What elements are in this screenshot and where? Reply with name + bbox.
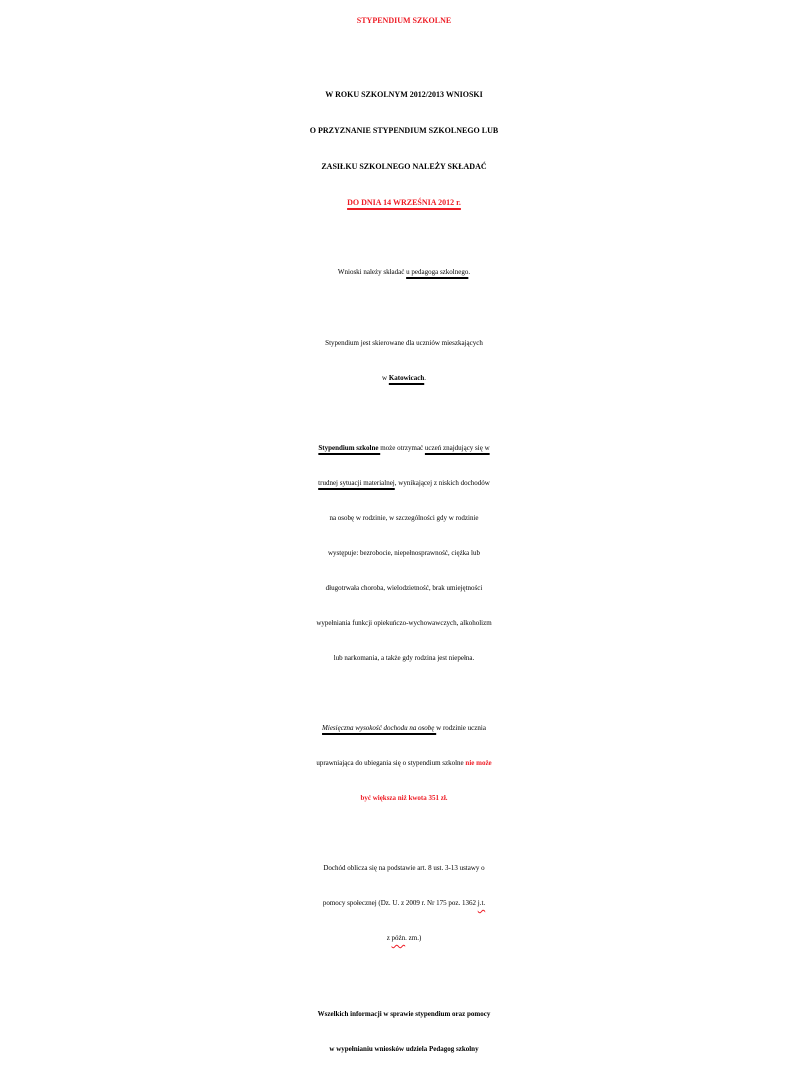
audience-suffix: . — [424, 374, 426, 382]
submission-place-prefix: Wnioski należy składać — [337, 268, 407, 276]
contact-line-2: w wypełnianiu wniosków udziela Pedagog szkolny — [329, 1045, 479, 1053]
eligibility-line-1 — [0, 432, 808, 464]
submission-place — [0, 256, 808, 288]
deadline: DO DNIA 14 WRZEŚNIA 2012 r. — [347, 198, 461, 207]
income-term: Miesięczna wysokość dochodu na osobę — [322, 724, 437, 732]
basis-line-1: Dochód oblicza się na podstawie art. 8 ust. 3-13 ustawy o — [323, 864, 485, 872]
eligibility-line-6: wypełniania funkcji opiekuńczo-wychowawczych, alkoholizm — [316, 619, 492, 627]
basis-line-3 — [0, 922, 808, 954]
audience-line-2 — [0, 362, 808, 394]
income-line-1 — [0, 712, 808, 744]
submission-place-name: u pedagoga szkolnego — [406, 268, 469, 276]
eligibility-situation: trudnej sytuacji materialnej — [318, 479, 395, 487]
income-rest: w rodzinie ucznia — [436, 724, 486, 732]
headline-line-1: W ROKU SZKOLNYM 2012/2013 WNIOSKI — [325, 90, 483, 99]
page-title: STYPENDIUM SZKOLNE — [356, 16, 452, 25]
basis-prefix: z — [386, 934, 392, 942]
audience-line-1: Stypendium jest skierowane dla uczniów mieszkających — [325, 339, 483, 347]
basis-suffix: . zm.) — [405, 934, 422, 942]
eligibility-line-5: długotrwała choroba, wielodzietność, brak umiejętności — [325, 584, 483, 592]
submission-place-suffix: . — [468, 268, 471, 276]
eligibility-line-7: lub narkomania, a także gdy rodzina jest niepełna. — [333, 654, 475, 662]
eligibility-line-3: na osobę w rodzinie, w szczególności gdy w rodzinie — [329, 514, 479, 522]
eligibility-line-4: występuje: bezrobocie, niepełnosprawność, ciężka lub — [327, 549, 480, 557]
income-limit-start: nie może — [465, 759, 492, 767]
basis-text: pomocy społecznej (Dz. U. z 2009 r. Nr 175 poz. 1362 — [322, 899, 478, 907]
basis-line-2 — [0, 887, 808, 919]
audience-city: Katowicach — [388, 374, 425, 382]
income-text: uprawniająca do ubiegania się o stypendium szkolne — [316, 759, 466, 767]
eligibility-rest: , wynikającej z niskich dochodów — [394, 479, 490, 487]
eligibility-mid: może otrzymać — [380, 444, 425, 452]
income-limit: być większa niż kwota 351 zł. — [360, 794, 448, 802]
headline-line-3: ZASIŁKU SZKOLNEGO NALEŻY SKŁADAĆ — [321, 162, 487, 171]
eligibility-term: Stypendium szkolne — [318, 444, 381, 452]
income-line-2 — [0, 747, 808, 779]
basis-abbr-pozn: późn — [391, 934, 406, 942]
audience-prefix: w — [382, 374, 389, 382]
eligibility-student: uczeń znajdujący się w — [424, 444, 490, 452]
eligibility-line-2 — [0, 467, 808, 499]
contact-line-1: Wszelkich informacji w sprawie stypendium oraz pomocy — [317, 1010, 491, 1018]
headline-line-2: O PRZYZNANIE STYPENDIUM SZKOLNEGO LUB — [309, 126, 499, 135]
basis-abbr-jt: j.t. — [477, 899, 486, 907]
